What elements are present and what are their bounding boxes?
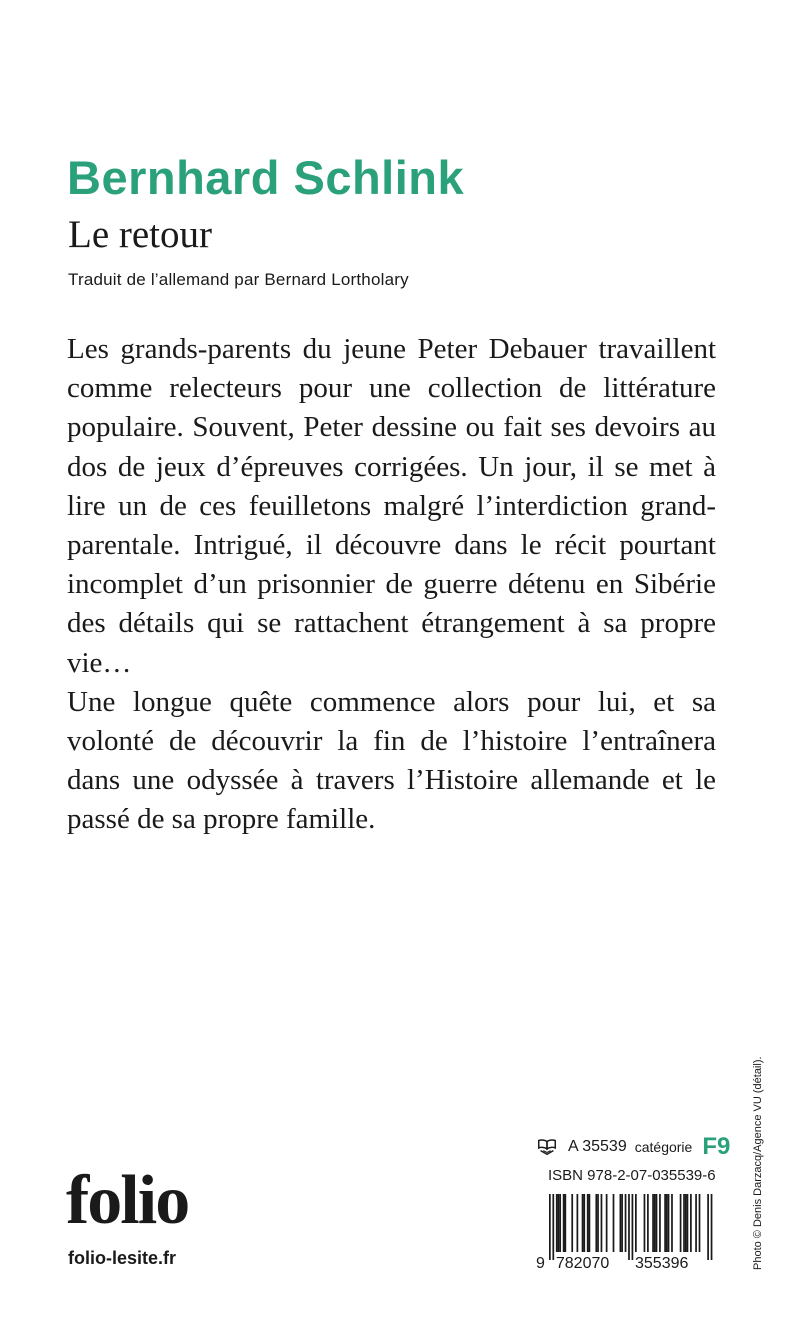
blurb-paragraph: Les grands-parents du jeune Peter Debauer travaillent comme relecteurs pour une collection de littérature populaire. Souvent, Peter dessine ou fait ses devoirs au dos de jeux d’épreuves corrigées. Un jour, il se met à lire un de ces feuilletons malgré l’interdiction grand-parentale. Intrigué, il découvre dans le récit pourtant incomplet d’un prisonnier de guerre détenu en Sibérie des détails qui se rattachent étrangement à sa propre vie… bbox=[67, 333, 716, 679]
barcode-bar bbox=[559, 1194, 561, 1252]
barcode-bar bbox=[659, 1194, 661, 1252]
publisher-website: folio-lesite.fr bbox=[68, 1248, 177, 1268]
catalog-code: A 35539 bbox=[568, 1138, 627, 1155]
barcode-bar bbox=[597, 1194, 599, 1252]
barcode-bar bbox=[644, 1194, 646, 1252]
barcode-digits: 355396 bbox=[635, 1255, 689, 1270]
barcode-bar bbox=[563, 1194, 565, 1252]
barcode-bar bbox=[556, 1194, 558, 1252]
barcode-bar bbox=[690, 1194, 692, 1252]
barcode-bar bbox=[625, 1194, 627, 1252]
barcode-bar bbox=[606, 1194, 608, 1252]
barcode-bar bbox=[589, 1194, 591, 1252]
barcode-bar bbox=[654, 1194, 656, 1252]
barcode-bar bbox=[582, 1194, 584, 1252]
open-book-icon bbox=[536, 1136, 558, 1158]
barcode bbox=[536, 1194, 716, 1270]
barcode-bar bbox=[549, 1194, 551, 1260]
book-title: Le retour bbox=[68, 213, 213, 256]
barcode-bar bbox=[695, 1194, 697, 1252]
barcode-digits: 782070 bbox=[555, 1255, 610, 1270]
barcode-bar bbox=[571, 1194, 573, 1252]
barcode-bar bbox=[552, 1194, 554, 1260]
barcode-bar bbox=[699, 1194, 701, 1252]
barcode-bar bbox=[595, 1194, 597, 1252]
barcode-bar bbox=[583, 1194, 585, 1252]
barcode-bar bbox=[558, 1194, 560, 1252]
translator-credit: Traduit de l’allemand par Bernard Lortholary bbox=[68, 270, 409, 289]
blurb-paragraph: Une longue quête commence alors pour lui, et sa volonté de découvrir la fin de l’histoire l’entraînera dans une odyssée à travers l’Histoire allemande et le passé de sa propre famille. bbox=[67, 685, 716, 836]
barcode-bar bbox=[635, 1194, 637, 1252]
barcode-bar bbox=[671, 1194, 673, 1252]
barcode-bar bbox=[707, 1194, 709, 1260]
barcode-bar bbox=[666, 1194, 668, 1252]
barcode-bar bbox=[601, 1194, 603, 1252]
barcode-bar bbox=[680, 1194, 682, 1252]
catalog-line bbox=[536, 1132, 730, 1162]
barcode-bar bbox=[628, 1194, 630, 1260]
author-name: Bernhard Schlink bbox=[67, 151, 465, 204]
barcode-bar bbox=[711, 1194, 713, 1260]
barcode-bar bbox=[564, 1194, 566, 1252]
isbn-number: ISBN 978-2-07-035539-6 bbox=[548, 1167, 716, 1184]
barcode-bar bbox=[613, 1194, 615, 1252]
barcode-bar bbox=[620, 1194, 622, 1252]
barcode-bar bbox=[621, 1194, 623, 1252]
barcode-bar bbox=[577, 1194, 579, 1252]
barcode-bar bbox=[652, 1194, 654, 1252]
barcode-bar bbox=[683, 1194, 685, 1252]
category-label: catégorie bbox=[634, 1139, 693, 1155]
barcode-bar bbox=[687, 1194, 689, 1252]
barcode-bar bbox=[685, 1194, 687, 1252]
barcode-digits: 9 bbox=[536, 1255, 545, 1270]
barcode-bar bbox=[647, 1194, 649, 1252]
photo-credit: Photo © Denis Darzacq/Agence VU (détail). bbox=[752, 1056, 764, 1270]
back-cover-blurb bbox=[67, 330, 716, 840]
barcode-bar bbox=[668, 1194, 670, 1252]
category-value: F9 bbox=[702, 1133, 731, 1160]
barcode-bar bbox=[664, 1194, 666, 1252]
barcode-bar bbox=[656, 1194, 658, 1252]
barcode-bar bbox=[587, 1194, 589, 1252]
barcode-bar bbox=[632, 1194, 634, 1260]
folio-logo: folio bbox=[66, 1162, 189, 1239]
